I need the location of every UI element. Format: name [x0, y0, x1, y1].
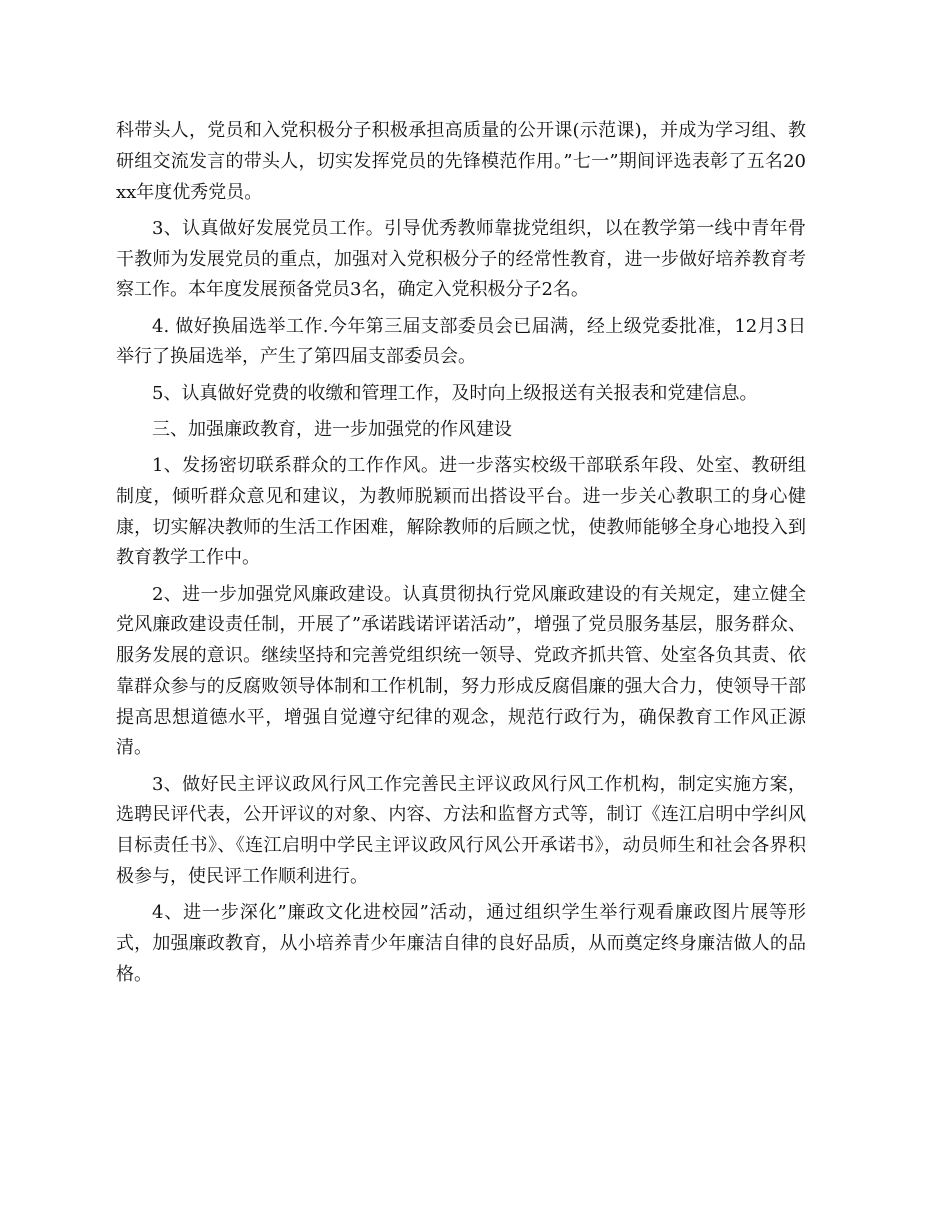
paragraph-item-3-review: 3、做好民主评议政风行风工作完善民主评议政风行风工作机构，制定实施方案，选聘民评代表，公开评议的对象、内容、方法和监督方式等，制订《连江启明中学纠风目标责任书》、《连江启明中学民主评议政风行风公开承诺书》，动员师生和社会各界积极参与，使民评工作顺利进行。 — [116, 773, 806, 888]
paragraph-item-5-party-dues: 5、认真做好党费的收缴和管理工作，及时向上级报送有关报表和党建信息。 — [152, 382, 758, 404]
paragraph-continuation: 科带头人，党员和入党积极分子积极承担高质量的公开课(示范课)，并成为学习组、教研组交流发言的带头人，切实发挥党员的先锋模范作用。”七一”期间评选表彰了五名20xx年度优秀党员。 — [116, 120, 806, 203]
section-heading-3: 三、加强廉政教育，进一步加强党的作风建设 — [152, 418, 512, 440]
document-page — [116, 116, 806, 996]
paragraph-item-4-campus-culture: 4、进一步深化”廉政文化进校园”活动，通过组织学生举行观看廉政图片展等形式，加强廉政教育，从小培养青少年廉洁自律的良好品质，从而奠定终身廉洁做人的品格。 — [116, 902, 806, 985]
paragraph-item-3-develop-members: 3、认真做好发展党员工作。引导优秀教师靠拢党组织，以在教学第一线中青年骨干教师为发展党员的重点，加强对入党积极分子的经常性教育，进一步做好培养教育考察工作。本年度发展预备党员3名，确定入党积极分子2名。 — [116, 217, 806, 301]
paragraph-item-4-election: 4. 做好换届选举工作.今年第三届支部委员会已届满，经上级党委批准，12月3日举行了换届选举，产生了第四届支部委员会。 — [116, 315, 806, 368]
paragraph-item-1-work-style: 1、发扬密切联系群众的工作作风。进一步落实校级干部联系年段、处室、教研组制度，倾听群众意见和建议，为教师脱颖而出搭设平台。进一步关心教职工的身心健康，切实解决教师的生活工作困难，解除教师的后顾之忧，使教师能够全身心地投入到教育教学工作中。 — [116, 454, 806, 569]
paragraph-item-2-integrity: 2、进一步加强党风廉政建设。认真贯彻执行党风廉政建设的有关规定，建立健全党风廉政建设责任制，开展了”承诺践诺评诺活动”，增强了党员服务基层，服务群众、服务发展的意识。继续坚持和完善党组织统一领导、党政齐抓共管、处室各负其责、依靠群众参与的反腐败领导体制和工作机制，努力形成反腐倡廉的强大合力，使领导干部提高思想道德水平，增强自觉遵守纪律的观念，规范行政行为，确保教育工作风正源清。 — [116, 583, 806, 759]
